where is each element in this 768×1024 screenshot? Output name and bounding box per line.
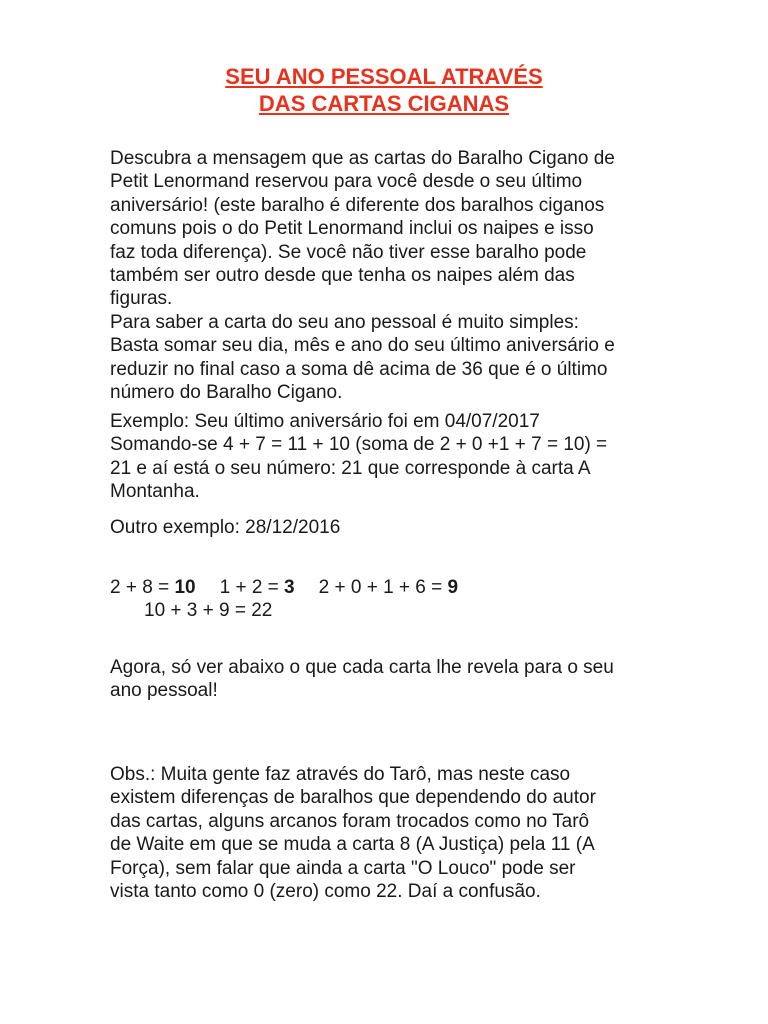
agora-line: ano pessoal! [110, 680, 218, 702]
example-line: Somando-se 4 + 7 = 11 + 10 (soma de 2 + 0 +1 + 7 = 10) = [110, 434, 608, 456]
other-example-line: Outro exemplo: 28/12/2016 [110, 517, 341, 538]
intro-line: Para saber a carta do seu ano pessoal é muito simples: [110, 311, 579, 333]
obs-line: de Waite em que se muda a carta 8 (A Justiça) pela 11 (A [110, 834, 595, 856]
intro-line: reduzir no final caso a soma dê acima de 36 que é o último [110, 358, 608, 380]
intro-paragraph [110, 147, 670, 404]
calc-a-expression: 2 + 8 = [110, 577, 175, 598]
obs-line: existem diferenças de baralhos que dependendo do autor [110, 787, 596, 809]
title-line-2: DAS CARTAS CIGANAS [258, 91, 510, 116]
intro-line: Petit Lenormand reservou para você desde o seu último [110, 171, 583, 193]
intro-line: figuras. [110, 288, 173, 310]
obs-paragraph [110, 763, 670, 903]
obs-line: vista tanto como 0 (zero) como 22. Daí a confusão. [110, 881, 541, 903]
example-line: 21 e aí está o seu número: 21 que corresponde à carta A [110, 457, 591, 479]
example-line: Exemplo: Seu último aniversário foi em 04/07/2017 [110, 411, 540, 432]
intro-line: número do Baralho Cigano. [110, 382, 343, 404]
calc-a-result: 10 [174, 577, 196, 598]
example-line: Montanha. [110, 481, 200, 503]
calculation-block [110, 576, 670, 623]
title-line-1: SEU ANO PESSOAL ATRAVÉS [225, 64, 543, 89]
intro-line: Descubra a mensagem que as cartas do Baralho Cigano de [110, 148, 615, 169]
intro-line: também ser outro desde que tenha os naipes além das [110, 265, 575, 287]
calc-c-result: 9 [447, 577, 459, 598]
calc-c-expression: 2 + 0 + 1 + 6 = [318, 577, 448, 598]
calculation-total: 10 + 3 + 9 = 22 [144, 600, 273, 622]
intro-line: aniversário! (este baralho é diferente dos baralhos ciganos [110, 194, 605, 216]
intro-line: faz toda diferença). Se você não tiver esse baralho pode [110, 241, 587, 263]
intro-line: comuns pois o do Petit Lenormand inclui os naipes e isso [110, 218, 594, 240]
obs-line: Obs.: Muita gente faz através do Tarô, mas neste caso [110, 764, 571, 785]
agora-paragraph [110, 656, 670, 703]
calculation-line-1 [110, 576, 670, 599]
other-example-paragraph [110, 516, 670, 539]
obs-line: Força), sem falar que ainda a carta "O Louco" pode ser [110, 857, 576, 879]
calc-b-expression: 1 + 2 = [219, 577, 285, 598]
calc-b-result: 3 [284, 577, 295, 598]
intro-line: Basta somar seu dia, mês e ano do seu último aniversário e [110, 335, 615, 357]
obs-line: das cartas, alguns arcanos foram trocados como no Tarô [110, 810, 590, 832]
agora-line: Agora, só ver abaixo o que cada carta lhe revela para o seu [110, 657, 614, 678]
example-paragraph [110, 410, 670, 504]
